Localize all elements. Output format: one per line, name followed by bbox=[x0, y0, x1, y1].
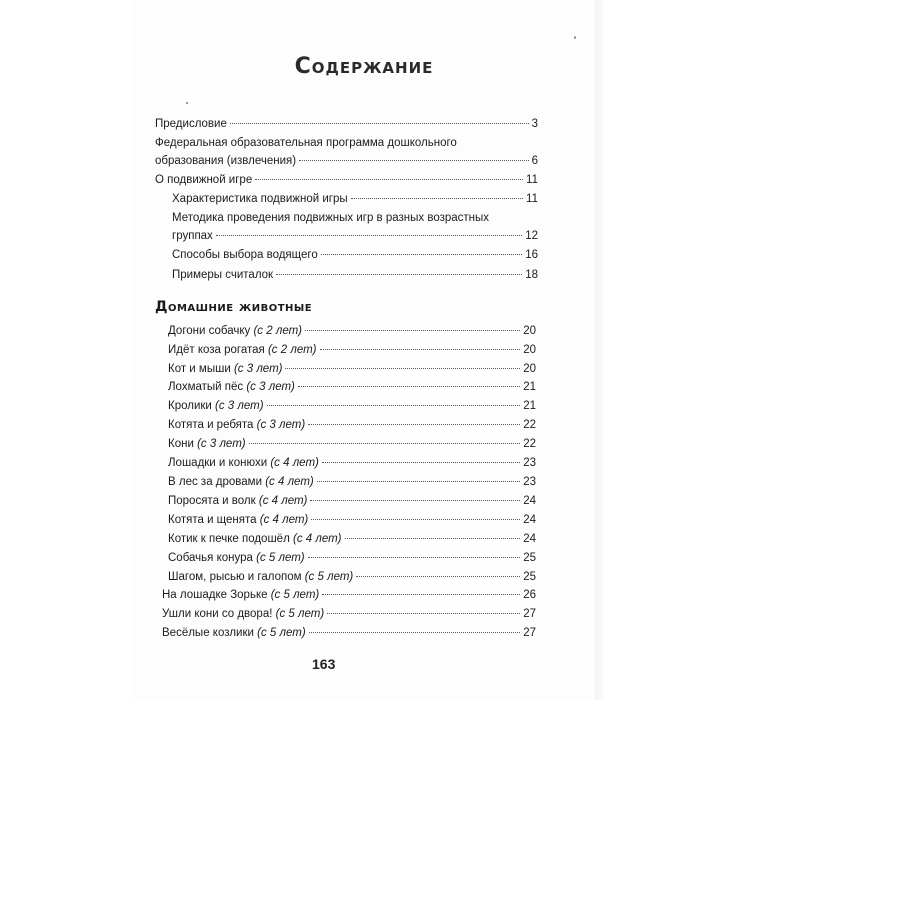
game-title: Кролики bbox=[168, 400, 212, 412]
toc-leader-dots bbox=[216, 235, 522, 236]
toc-entry-page: 21 bbox=[523, 400, 536, 412]
game-title: Кони bbox=[168, 438, 194, 450]
toc-entry-page: 20 bbox=[523, 344, 536, 356]
age-label: (с 2 лет) bbox=[267, 344, 317, 356]
toc-leader-dots bbox=[310, 500, 520, 501]
age-label: (с 5 лет) bbox=[270, 589, 320, 601]
game-title: Идёт коза рогатая bbox=[168, 344, 265, 356]
age-label: (с 4 лет) bbox=[259, 514, 309, 526]
toc-leader-dots bbox=[276, 274, 522, 275]
scan-speck bbox=[574, 36, 576, 39]
toc-entry[interactable] bbox=[172, 267, 538, 284]
toc-entry-page: 23 bbox=[523, 457, 536, 469]
toc-entry[interactable] bbox=[155, 172, 538, 189]
toc-entry-page: 23 bbox=[523, 476, 536, 488]
game-title: Ушли кони со двора! bbox=[162, 608, 273, 620]
toc-leader-dots bbox=[317, 481, 520, 482]
toc-entry-page: 24 bbox=[523, 495, 536, 507]
game-title: Собачья конура bbox=[168, 552, 253, 564]
toc-entry-page: 3 bbox=[531, 118, 538, 130]
age-label: (с 3 лет) bbox=[233, 363, 283, 375]
age-label: (с 3 лет) bbox=[215, 400, 264, 412]
toc-entry-page: 24 bbox=[523, 514, 536, 526]
toc-leader-dots bbox=[320, 349, 521, 350]
age-label: (с 4 лет) bbox=[270, 457, 319, 469]
toc-leader-dots bbox=[322, 462, 520, 463]
game-title: Кот и мыши bbox=[168, 363, 231, 375]
game-title: Котята и щенята bbox=[168, 514, 257, 526]
page-number: 163 bbox=[312, 656, 336, 672]
age-label: (с 3 лет) bbox=[246, 381, 295, 393]
age-label: (с 4 лет) bbox=[265, 476, 314, 488]
game-title: Лохматый пёс bbox=[168, 381, 244, 393]
toc-entry[interactable] bbox=[155, 116, 538, 133]
toc-entry-page: 12 bbox=[525, 230, 538, 242]
toc-entry-page: 27 bbox=[523, 608, 536, 620]
toc-game-entry[interactable] bbox=[168, 550, 536, 567]
toc-entry[interactable] bbox=[172, 247, 538, 264]
toc-entry-label: Предисловие bbox=[155, 118, 227, 130]
toc-leader-dots bbox=[321, 254, 522, 255]
toc-game-entry[interactable] bbox=[168, 379, 536, 396]
toc-leader-dots bbox=[345, 538, 521, 539]
toc-entry-line1: Федеральная образовательная программа дошкольного bbox=[155, 137, 457, 149]
toc-entry-label: Характеристика подвижной игры bbox=[172, 193, 348, 205]
toc-entry-page: 27 bbox=[523, 627, 536, 639]
age-label: (с 2 лет) bbox=[253, 325, 302, 337]
toc-entry-page: 16 bbox=[525, 249, 538, 261]
toc-entry-page: 25 bbox=[523, 571, 536, 583]
game-title: Шагом, рысью и галопом bbox=[168, 571, 302, 583]
toc-game-entry[interactable] bbox=[168, 493, 536, 510]
scan-speck bbox=[186, 102, 188, 104]
toc-game-entry[interactable] bbox=[168, 569, 536, 586]
toc-entry-page: 22 bbox=[523, 438, 536, 450]
game-title: На лошадке Зорьке bbox=[162, 589, 268, 601]
toc-entry[interactable] bbox=[155, 153, 538, 170]
age-label: (с 3 лет) bbox=[197, 438, 246, 450]
toc-leader-dots bbox=[285, 368, 520, 369]
page-title: Содержание bbox=[294, 54, 434, 79]
toc-entry[interactable] bbox=[172, 191, 538, 208]
toc-entry-page: 11 bbox=[526, 193, 538, 205]
toc-leader-dots bbox=[299, 160, 529, 161]
toc-entry-page: 18 bbox=[525, 269, 538, 281]
toc-leader-dots bbox=[308, 424, 520, 425]
toc-entry-label: О подвижной игре bbox=[155, 174, 253, 186]
toc-entry-label: образования (извлечения) bbox=[155, 155, 297, 167]
toc-game-entry[interactable] bbox=[168, 455, 536, 472]
toc-entry-page: 21 bbox=[523, 381, 536, 393]
toc-leader-dots bbox=[311, 519, 520, 520]
age-label: (с 5 лет) bbox=[257, 627, 306, 639]
toc-game-entry[interactable] bbox=[168, 361, 536, 378]
toc-leader-dots bbox=[255, 179, 523, 180]
toc-leader-dots bbox=[351, 198, 523, 199]
age-label: (с 5 лет) bbox=[304, 571, 354, 583]
toc-game-entry[interactable] bbox=[168, 531, 536, 548]
age-label: (с 4 лет) bbox=[292, 533, 342, 545]
game-title: Весёлые козлики bbox=[162, 627, 254, 639]
toc-game-entry[interactable] bbox=[168, 342, 536, 359]
age-label: (с 5 лет) bbox=[256, 552, 305, 564]
game-title: Поросята и волк bbox=[168, 495, 256, 507]
game-title: Лошадки и конюхи bbox=[168, 457, 268, 469]
toc-entry-label: группах bbox=[172, 230, 213, 242]
toc-game-entry[interactable] bbox=[168, 398, 536, 415]
toc-game-entry[interactable] bbox=[168, 474, 536, 491]
toc-leader-dots bbox=[308, 557, 521, 558]
toc-leader-dots bbox=[305, 330, 520, 331]
toc-entry-label: Способы выбора водящего bbox=[172, 249, 318, 261]
game-title: Догони собачку bbox=[168, 325, 251, 337]
toc-entry-page: 24 bbox=[523, 533, 536, 545]
game-title: Котята и ребята bbox=[168, 419, 254, 431]
toc-leader-dots bbox=[356, 576, 520, 577]
toc-entry[interactable] bbox=[172, 228, 538, 245]
toc-game-entry[interactable] bbox=[168, 436, 536, 453]
toc-leader-dots bbox=[298, 386, 520, 387]
toc-game-entry[interactable] bbox=[162, 587, 536, 604]
toc-leader-dots bbox=[327, 613, 520, 614]
toc-game-entry[interactable] bbox=[162, 606, 536, 623]
toc-game-entry[interactable] bbox=[168, 512, 536, 529]
toc-entry-page: 11 bbox=[526, 174, 538, 186]
toc-leader-dots bbox=[322, 594, 520, 595]
toc-entry-page: 20 bbox=[523, 363, 536, 375]
toc-leader-dots bbox=[309, 632, 521, 633]
toc-entry-page: 6 bbox=[531, 155, 538, 167]
section-heading: Домашние животные bbox=[155, 299, 313, 315]
age-label: (с 4 лет) bbox=[258, 495, 308, 507]
toc-entry-page: 20 bbox=[523, 325, 536, 337]
game-title: Котик к печке подошёл bbox=[168, 533, 290, 545]
age-label: (с 5 лет) bbox=[275, 608, 325, 620]
toc-entry-page: 26 bbox=[523, 589, 536, 601]
toc-leader-dots bbox=[267, 405, 521, 406]
toc-leader-dots bbox=[249, 443, 521, 444]
toc-leader-dots bbox=[230, 123, 529, 124]
age-label: (с 3 лет) bbox=[256, 419, 306, 431]
game-title: В лес за дровами bbox=[168, 476, 262, 488]
toc-entry-label: Примеры считалок bbox=[172, 269, 274, 281]
toc-game-entry[interactable] bbox=[162, 625, 536, 642]
toc-entry-page: 25 bbox=[523, 552, 536, 564]
toc-game-entry[interactable] bbox=[168, 323, 536, 340]
toc-game-entry[interactable] bbox=[168, 417, 536, 434]
toc-entry-page: 22 bbox=[523, 419, 536, 431]
toc-entry-line1: Методика проведения подвижных игр в разных возрастных bbox=[172, 212, 490, 224]
